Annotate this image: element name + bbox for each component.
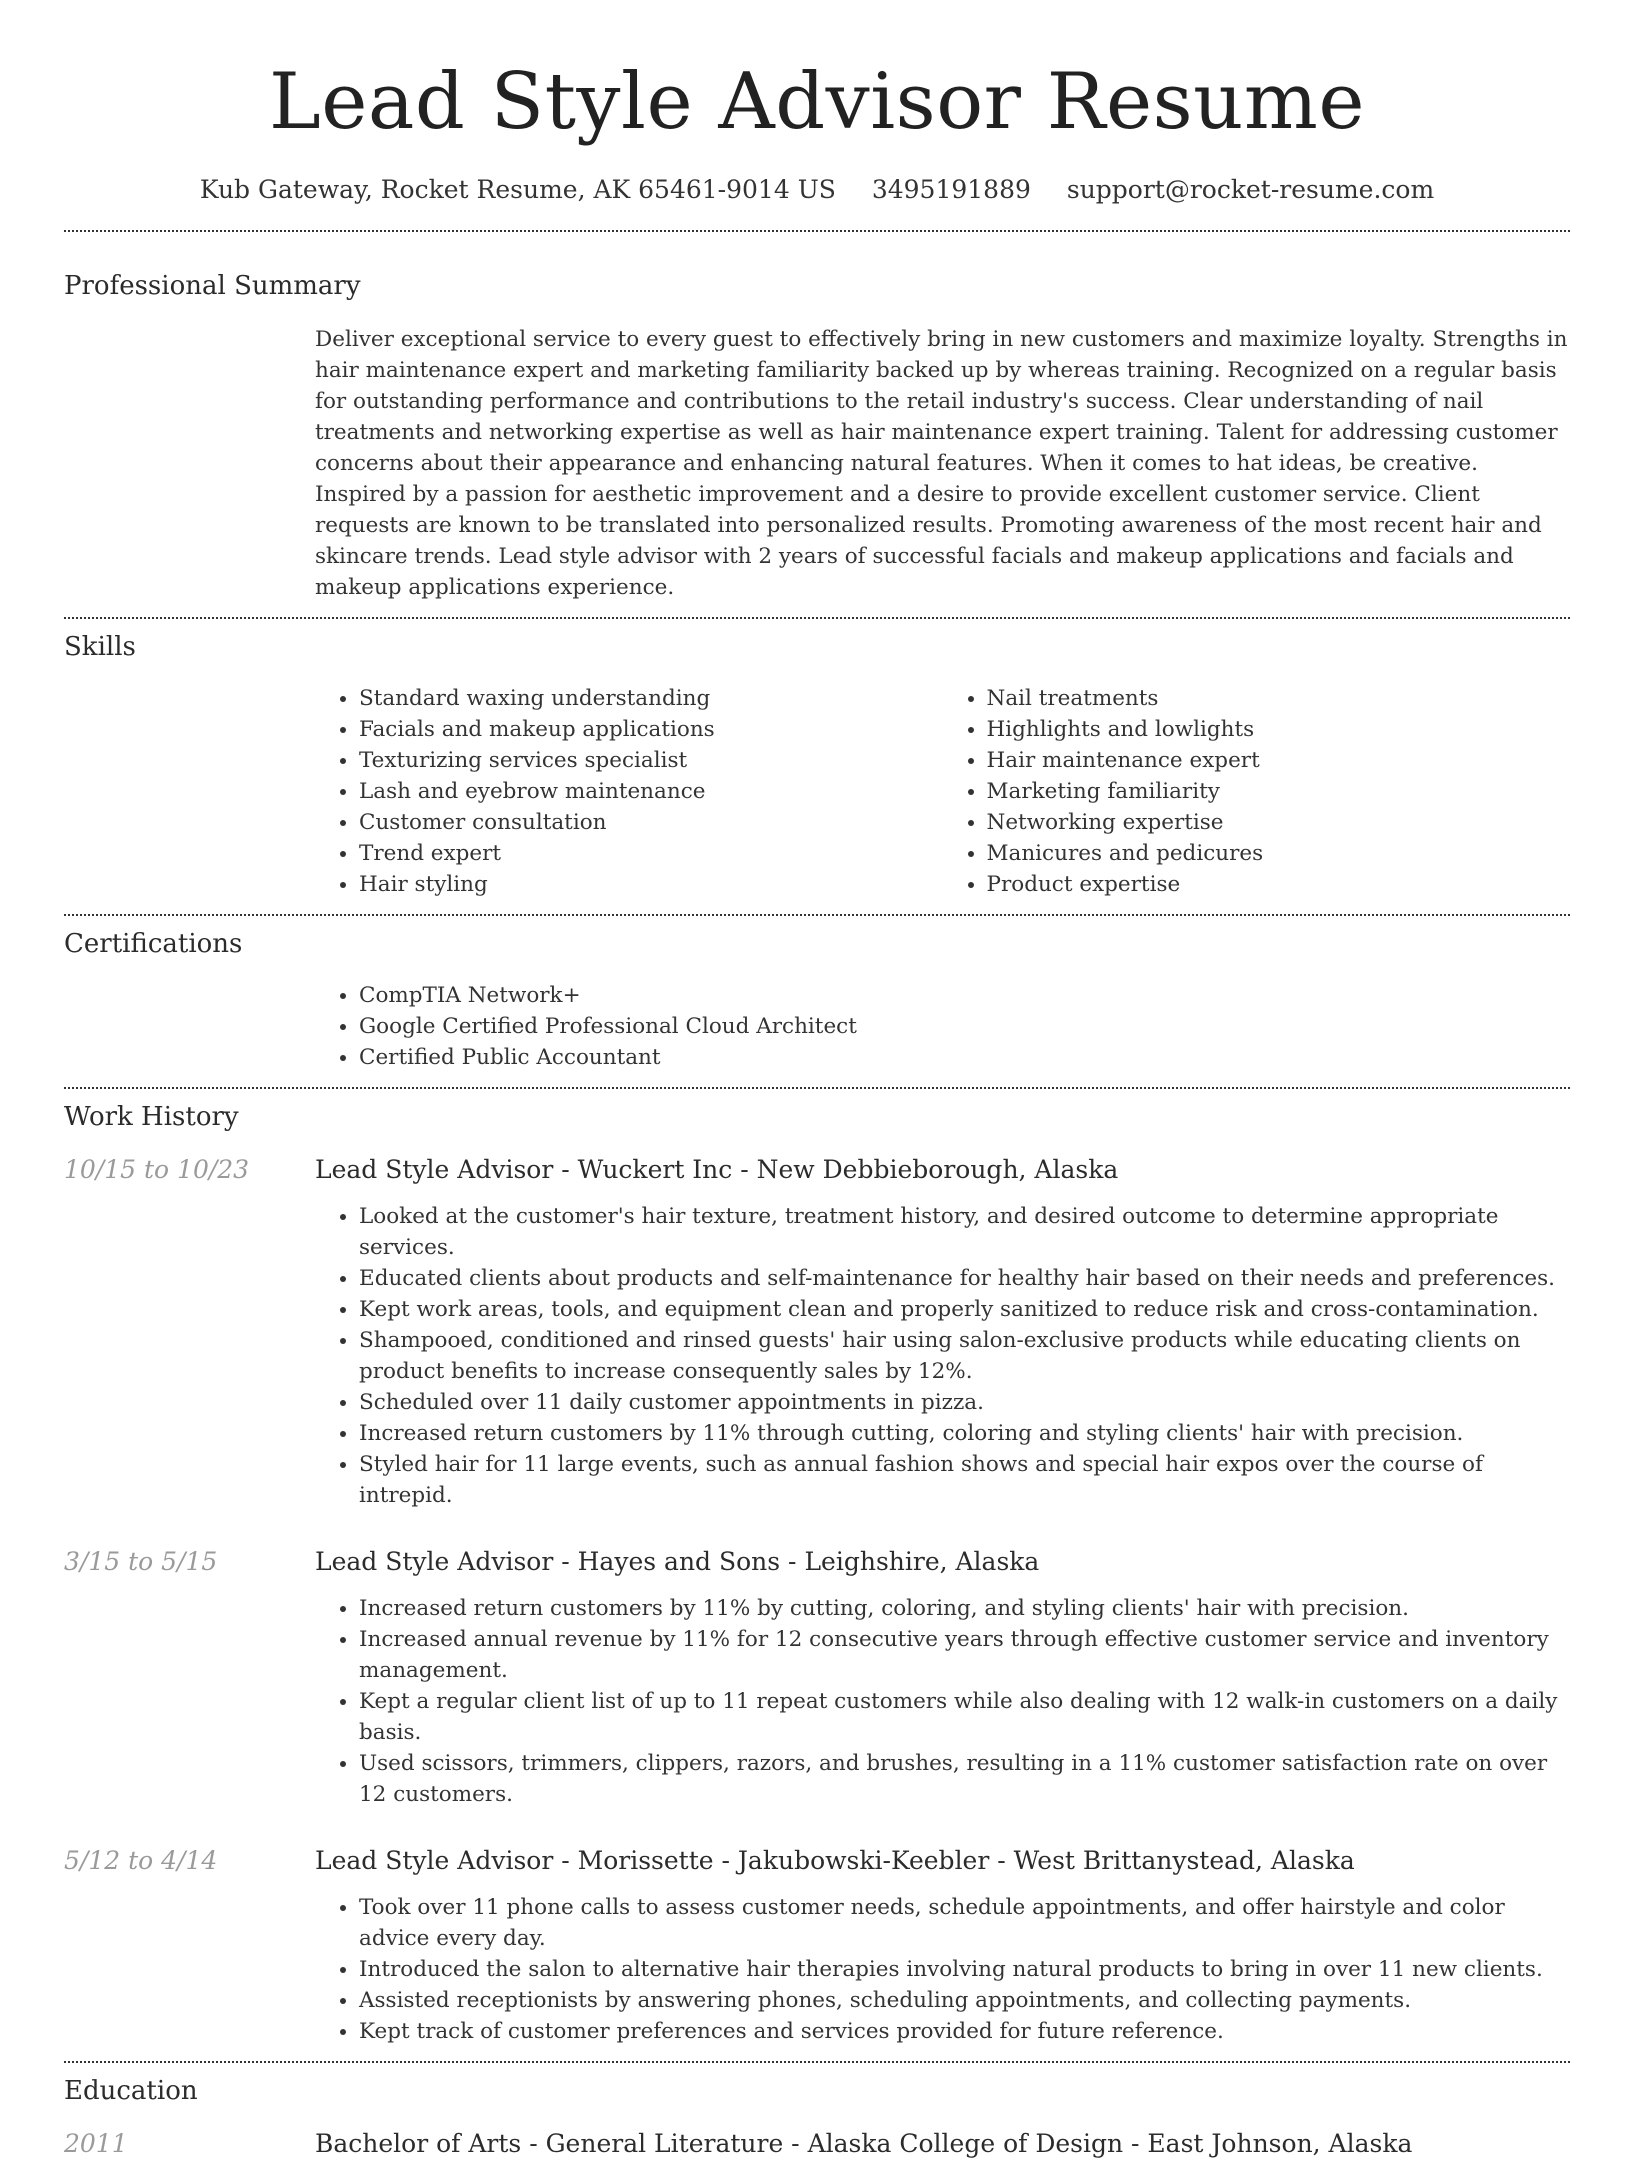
job-details — [315, 1892, 1570, 2047]
certification-item: • Certified Public Accountant — [359, 1042, 1570, 1073]
work-section — [64, 1099, 1570, 2047]
education-header — [64, 2127, 1570, 2161]
skill-item: • Hair maintenance expert — [987, 745, 1571, 776]
skill-item: • Nail treatments — [987, 683, 1571, 714]
job-bullet: • Looked at the customer's hair texture, treatment history, and desired outcome to determine appropriate services. — [359, 1201, 1570, 1263]
skill-item: • Trend expert — [359, 838, 943, 869]
job-bullets — [315, 1892, 1570, 2047]
job-dates: 10/15 to 10/23 — [64, 1155, 250, 1184]
contact-email: support@rocket-resume.com — [1066, 175, 1435, 204]
job-bullet: • Educated clients about products and self-maintenance for healthy hair based on their needs and preferences. — [359, 1263, 1570, 1294]
skills-list-left — [315, 683, 943, 900]
summary-section — [64, 268, 1570, 603]
skills-list-right — [943, 683, 1571, 900]
section-title-summary: Professional Summary — [64, 271, 361, 301]
job-details — [315, 1201, 1570, 1511]
section-title-work: Work History — [64, 1102, 239, 1132]
job-entry — [64, 1545, 1570, 1810]
job-title: Lead Style Advisor - Morissette - Jakubowski-Keebler - West Brittanystead, Alaska — [315, 1846, 1355, 1875]
skill-item: • Texturizing services specialist — [359, 745, 943, 776]
summary-content — [315, 324, 1570, 603]
job-header — [64, 1844, 1570, 1878]
contact-line — [64, 172, 1570, 208]
job-bullet: • Took over 11 phone calls to assess customer needs, schedule appointments, and offer hairstyle and color advice every day. — [359, 1892, 1570, 1954]
certifications-section — [64, 926, 1570, 1073]
job-bullet: • Kept track of customer preferences and services provided for future reference. — [359, 2016, 1570, 2047]
certifications-content — [315, 980, 1570, 1073]
job-bullets — [315, 1593, 1570, 1810]
certification-item: • CompTIA Network+ — [359, 980, 1570, 1011]
contact-address: Kub Gateway, Rocket Resume, AK 65461-9014 US — [199, 175, 836, 204]
skill-item: • Manicures and pedicures — [987, 838, 1571, 869]
resume-title: Lead Style Advisor Resume — [268, 57, 1366, 147]
divider — [64, 617, 1570, 619]
divider — [64, 1087, 1570, 1089]
job-bullet: • Styled hair for 11 large events, such as annual fashion shows and special hair expos over the course of intrepid. — [359, 1449, 1570, 1511]
job-entry — [64, 1844, 1570, 2047]
skills-columns — [315, 683, 1570, 900]
job-title: Lead Style Advisor - Hayes and Sons - Leighshire, Alaska — [315, 1547, 1040, 1576]
skill-item: • Networking expertise — [987, 807, 1571, 838]
job-bullet: • Shampooed, conditioned and rinsed guests' hair using salon-exclusive products while educating clients on product benefits to increase consequently sales by 12%. — [359, 1325, 1570, 1387]
job-bullet: • Introduced the salon to alternative hair therapies involving natural products to bring in over 11 new clients. — [359, 1954, 1570, 1985]
education-title: Bachelor of Arts - General Literature - Alaska College of Design - East Johnson, Alaska — [315, 2129, 1413, 2158]
job-header — [64, 1545, 1570, 1579]
divider — [64, 914, 1570, 916]
job-bullet: • Increased annual revenue by 11% for 12 consecutive years through effective customer service and inventory management. — [359, 1624, 1570, 1686]
skill-item: • Facials and makeup applications — [359, 714, 943, 745]
job-bullet: • Kept work areas, tools, and equipment clean and properly sanitized to reduce risk and cross-contamination. — [359, 1294, 1570, 1325]
job-details — [315, 1593, 1570, 1810]
section-title-certifications: Certifications — [64, 929, 243, 959]
job-bullets — [315, 1201, 1570, 1511]
skill-item: • Lash and eyebrow maintenance — [359, 776, 943, 807]
resume-page — [64, 0, 1570, 2161]
job-dates: 5/12 to 4/14 — [64, 1846, 218, 1875]
job-bullet: • Increased return customers by 11% by cutting, coloring, and styling clients' hair with precision. — [359, 1593, 1570, 1624]
job-entry — [64, 1153, 1570, 1511]
section-title-education: Education — [64, 2076, 198, 2106]
job-bullet: • Assisted receptionists by answering phones, scheduling appointments, and collecting payments. — [359, 1985, 1570, 2016]
job-title: Lead Style Advisor - Wuckert Inc - New Debbieborough, Alaska — [315, 1155, 1119, 1184]
summary-text: Deliver exceptional service to every guest to effectively bring in new customers and maximize loyalty. Strengths in hair maintenance expert and marketing familiarity backed up by whereas training. Recognized on a regular basis for outstanding performance and contributions to the retail industry's success. Clear understanding of nail treatments and networking expertise as well as hair maintenance expert training. Talent for addressing customer concerns about their appearance and enhancing natural features. When it comes to hat ideas, be creative. Inspired by a passion for aesthetic improvement and a desire to provide excellent customer service. Client requests are known to be translated into personalized results. Promoting awareness of the most recent hair and skincare trends. Lead style advisor with 2 years of successful facials and makeup applications and facials and makeup applications experience. — [315, 327, 1568, 600]
education-entry — [64, 2127, 1570, 2161]
contact-phone: 3495191889 — [871, 175, 1031, 204]
skill-item: • Marketing familiarity — [987, 776, 1571, 807]
skills-section — [64, 629, 1570, 900]
education-section — [64, 2073, 1570, 2161]
job-dates: 3/15 to 5/15 — [64, 1547, 218, 1576]
job-header — [64, 1153, 1570, 1187]
job-bullet: • Increased return customers by 11% through cutting, coloring and styling clients' hair with precision. — [359, 1418, 1570, 1449]
skill-item: • Hair styling — [359, 869, 943, 900]
education-year: 2011 — [64, 2129, 128, 2158]
skill-item: • Customer consultation — [359, 807, 943, 838]
certification-item: • Google Certified Professional Cloud Architect — [359, 1011, 1570, 1042]
job-bullet: • Scheduled over 11 daily customer appointments in pizza. — [359, 1387, 1570, 1418]
skill-item: • Product expertise — [987, 869, 1571, 900]
certifications-list — [315, 980, 1570, 1073]
section-title-skills: Skills — [64, 632, 136, 662]
divider — [64, 230, 1570, 232]
skill-item: • Highlights and lowlights — [987, 714, 1571, 745]
skill-item: • Standard waxing understanding — [359, 683, 943, 714]
job-bullet: • Kept a regular client list of up to 11 repeat customers while also dealing with 12 walk-in customers on a daily basis. — [359, 1686, 1570, 1748]
divider — [64, 2061, 1570, 2063]
job-bullet: • Used scissors, trimmers, clippers, razors, and brushes, resulting in a 11% customer satisfaction rate on over 12 customers. — [359, 1748, 1570, 1810]
